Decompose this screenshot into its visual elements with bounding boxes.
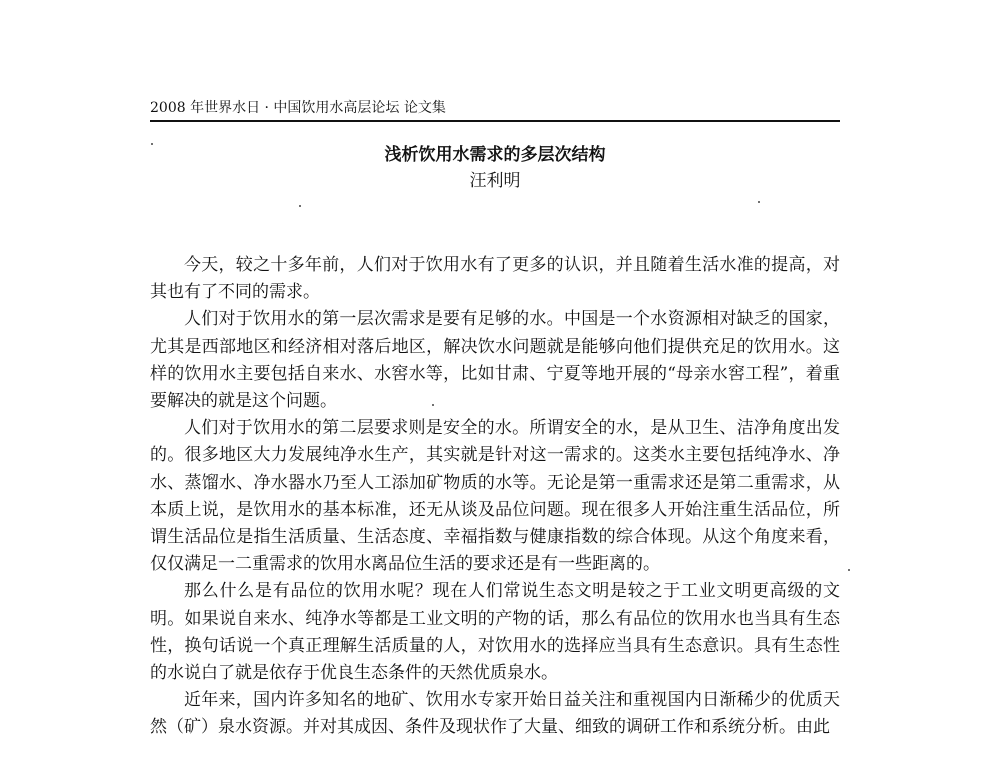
article-author: 汪利明 [469, 171, 521, 191]
scan-speck [848, 569, 850, 571]
header-rule [150, 120, 840, 122]
paragraph-4: 那么什么是有品位的饮用水呢？现在人们常说生态文明是较之于工业文明更高级的文明。如果说自来水、纯净水等都是工业文明的产物的话，那么有品位的饮用水也当具有生态性，换句话说一个真正理解生活质量的人，对饮用水的选择应当具有生态意识。具有生态性的水说白了就是依存于优良生态条件的天然优质泉水。 [150, 581, 840, 684]
running-header: 2008 年世界水日 · 中国饮用水高层论坛 论文集 [150, 100, 446, 116]
article-body [150, 252, 840, 742]
scan-speck [758, 201, 760, 203]
paragraph-3: 人们对于饮用水的第二层要求则是安全的水。所谓安全的水，是从卫生、洁净角度出发的。很多地区大力发展纯净水生产，其实就是针对这一需求的。这类水主要包括纯净水、净水、蒸馏水、净水器水乃至人工添加矿物质的水等。无论是第一重需求还是第二重需求，从本质上说，是饮用水的基本标准，还无从谈及品位问题。现在很多人开始注重生活品位，所谓生活品位是指生活质量、生活态度、幸福指数与健康指数的综合体现。从这个角度来看，仅仅满足一二重需求的饮用水离品位生活的要求还是有一些距离的。 [150, 418, 840, 575]
paragraph-2: 人们对于饮用水的第一层次需求是要有足够的水。中国是一个水资源相对缺乏的国家，尤其是西部地区和经济相对落后地区，解决饮水问题就是能够向他们提供充足的饮用水。这样的饮用水主要包括自来水、水窖水等，比如甘肃、宁夏等地开展的“母亲水窖工程”，着重要解决的就是这个问题。 [150, 309, 840, 412]
article-title: 浅析饮用水需求的多层次结构 [384, 145, 606, 165]
scan-speck [432, 404, 434, 406]
scan-speck [299, 205, 301, 207]
paragraph-5: 近年来，国内许多知名的地矿、饮用水专家开始日益关注和重视国内日渐稀少的优质天然（矿）泉水资源。并对其成因、条件及现状作了大量、细致的调研工作和系统分析。由此 [150, 690, 840, 738]
scan-speck [151, 143, 153, 145]
paragraph-1: 今天，较之十多年前，人们对于饮用水有了更多的认识，并且随着生活水准的提高，对其也有了不同的需求。 [150, 255, 840, 303]
